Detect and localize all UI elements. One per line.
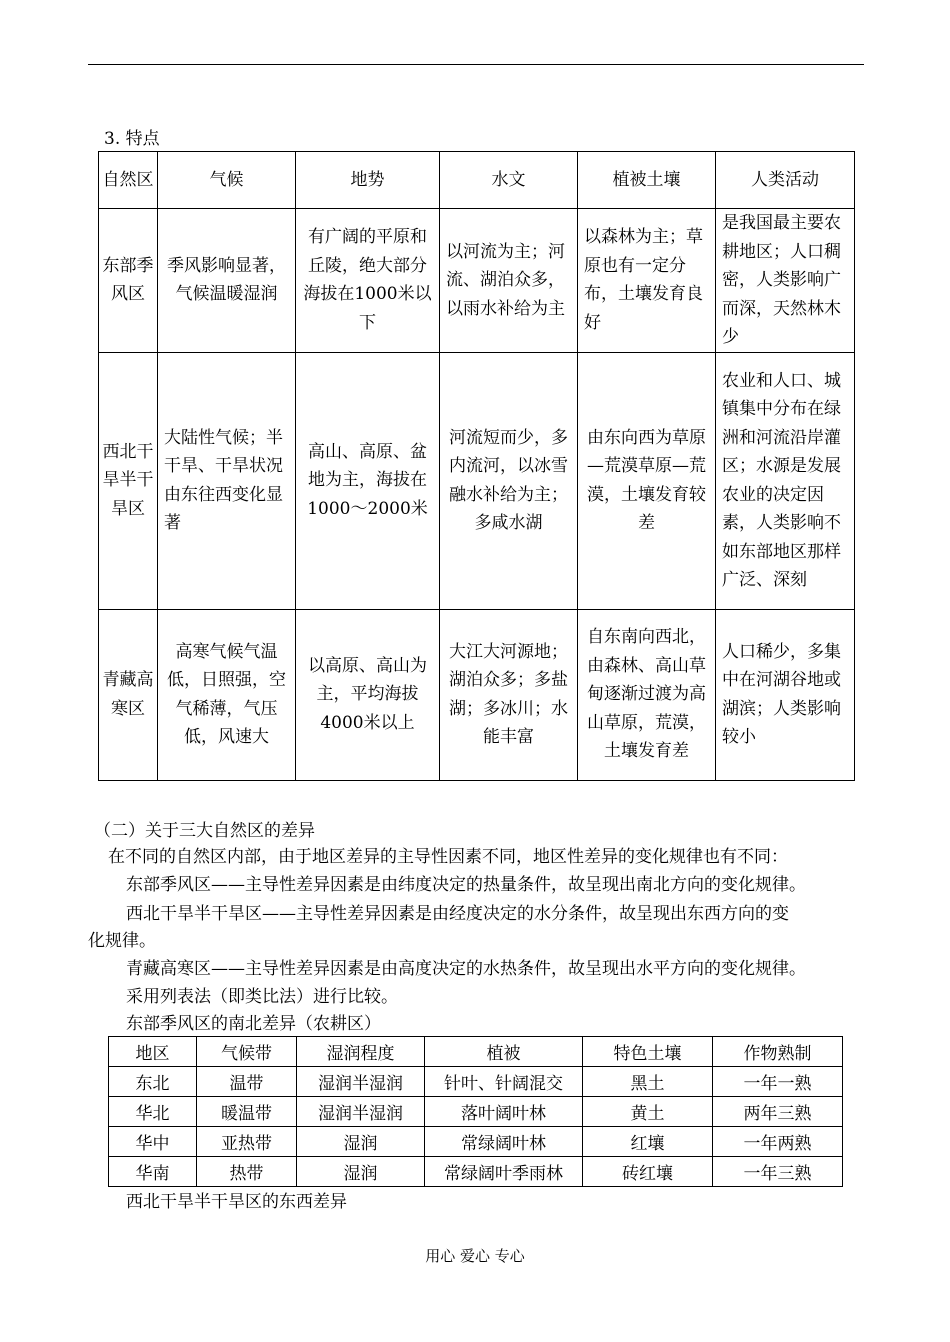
human-activity-cell: 农业和人口、城镇集中分布在绿洲和河流沿岸灌区；水源是发展农业的决定因素，人类影响不如东部地区那样广泛、深刻	[716, 352, 855, 609]
table-row	[99, 609, 855, 780]
human-activity-cell: 人口稀少，多集中在河湖谷地或湖滨；人类影响较小	[716, 609, 855, 780]
header-cell: 气候带	[197, 1037, 297, 1067]
section-title: 3. 特点	[104, 129, 160, 149]
header-cell: 地区	[109, 1037, 197, 1067]
climate-cell: 大陆性气候；半干旱、干旱状况由东往西变化显著	[158, 352, 296, 609]
paragraph-method: 采用列表法（即类比法）进行比较。	[126, 987, 398, 1007]
table-cell: 一年三熟	[713, 1157, 843, 1187]
table-row	[109, 1067, 843, 1097]
climate-cell: 季风影响显著，气候温暖湿润	[158, 209, 296, 353]
table-cell: 常绿阔叶季雨林	[425, 1157, 583, 1187]
table-cell: 针叶、针阔混交	[425, 1067, 583, 1097]
header-cell: 特色土壤	[583, 1037, 713, 1067]
header-cell: 自然区	[99, 152, 158, 209]
table-cell: 落叶阔叶林	[425, 1097, 583, 1127]
vegetation-cell: 以森林为主；草原也有一定分布，土壤发育良好	[578, 209, 716, 353]
header-cell: 地势	[296, 152, 440, 209]
paragraph-qingzang: 青藏高寒区——主导性差异因素是由高度决定的水热条件，故呈现出水平方向的变化规律。	[126, 959, 806, 979]
table-cell: 一年一熟	[713, 1067, 843, 1097]
table-row	[109, 1127, 843, 1157]
page-footer: 用心 爱心 专心	[425, 1247, 525, 1265]
table-cell: 东北	[109, 1067, 197, 1097]
table-cell: 红壤	[583, 1127, 713, 1157]
hydrology-cell: 大江大河源地；湖泊众多；多盐湖；多冰川；水能丰富	[440, 609, 578, 780]
table-cell: 黑土	[583, 1067, 713, 1097]
table-cell: 温带	[197, 1067, 297, 1097]
header-cell: 湿润程度	[297, 1037, 425, 1067]
header-cell: 植被	[425, 1037, 583, 1067]
table-cell: 湿润半湿润	[297, 1097, 425, 1127]
next-caption: 西北干旱半干旱区的东西差异	[126, 1192, 347, 1212]
section-heading: （二）关于三大自然区的差异	[94, 821, 315, 841]
terrain-cell: 有广阔的平原和丘陵，绝大部分海拔在1000米以下	[296, 209, 440, 353]
table-cell: 华北	[109, 1097, 197, 1127]
table-header-row	[99, 152, 855, 209]
table-cell: 一年两熟	[713, 1127, 843, 1157]
header-cell: 植被土壤	[578, 152, 716, 209]
vegetation-cell: 由东向西为草原—荒漠草原—荒漠，土壤发育较差	[578, 352, 716, 609]
table-row	[99, 352, 855, 609]
region-name-cell: 西北干旱半干旱区	[99, 352, 158, 609]
terrain-cell: 高山、高原、盆地为主，海拔在1000～2000米	[296, 352, 440, 609]
header-cell: 作物熟制	[713, 1037, 843, 1067]
hydrology-cell: 以河流为主；河流、湖泊众多，以雨水补给为主	[440, 209, 578, 353]
table-cell: 华南	[109, 1157, 197, 1187]
paragraph-northwest-cont: 化规律。	[88, 931, 156, 951]
table-cell: 黄土	[583, 1097, 713, 1127]
table-cell: 亚热带	[197, 1127, 297, 1157]
natural-region-features-table	[98, 151, 855, 781]
table-cell: 热带	[197, 1157, 297, 1187]
table-cell: 华中	[109, 1127, 197, 1157]
table-caption: 东部季风区的南北差异（农耕区）	[126, 1014, 381, 1034]
table-row	[109, 1097, 843, 1127]
table-cell: 湿润	[297, 1157, 425, 1187]
header-rule	[88, 64, 864, 65]
header-cell: 人类活动	[716, 152, 855, 209]
table-cell: 湿润	[297, 1127, 425, 1157]
climate-cell: 高寒气候气温低，日照强，空气稀薄，气压低，风速大	[158, 609, 296, 780]
region-name-cell: 青藏高寒区	[99, 609, 158, 780]
terrain-cell: 以高原、高山为主，平均海拔4000米以上	[296, 609, 440, 780]
paragraph-intro: 在不同的自然区内部，由于地区差异的主导性因素不同，地区性差异的变化规律也有不同：	[108, 847, 788, 867]
table-row	[109, 1157, 843, 1187]
table-cell: 暖温带	[197, 1097, 297, 1127]
table-header-row	[109, 1037, 843, 1067]
table-cell: 两年三熟	[713, 1097, 843, 1127]
header-cell: 气候	[158, 152, 296, 209]
east-monsoon-north-south-table	[108, 1036, 843, 1187]
hydrology-cell: 河流短而少，多内流河，以冰雪融水补给为主；多咸水湖	[440, 352, 578, 609]
human-activity-cell: 是我国最主要农耕地区；人口稠密，人类影响广而深，天然林木少	[716, 209, 855, 353]
paragraph-east: 东部季风区——主导性差异因素是由纬度决定的热量条件，故呈现出南北方向的变化规律。	[126, 875, 806, 895]
table-cell: 湿润半湿润	[297, 1067, 425, 1097]
header-cell: 水文	[440, 152, 578, 209]
table-cell: 常绿阔叶林	[425, 1127, 583, 1157]
paragraph-northwest: 西北干旱半干旱区——主导性差异因素是由经度决定的水分条件，故呈现出东西方向的变	[126, 904, 789, 924]
table-cell: 砖红壤	[583, 1157, 713, 1187]
table-row	[99, 209, 855, 353]
vegetation-cell: 自东南向西北，由森林、高山草甸逐渐过渡为高山草原，荒漠，土壤发育差	[578, 609, 716, 780]
region-name-cell: 东部季风区	[99, 209, 158, 353]
